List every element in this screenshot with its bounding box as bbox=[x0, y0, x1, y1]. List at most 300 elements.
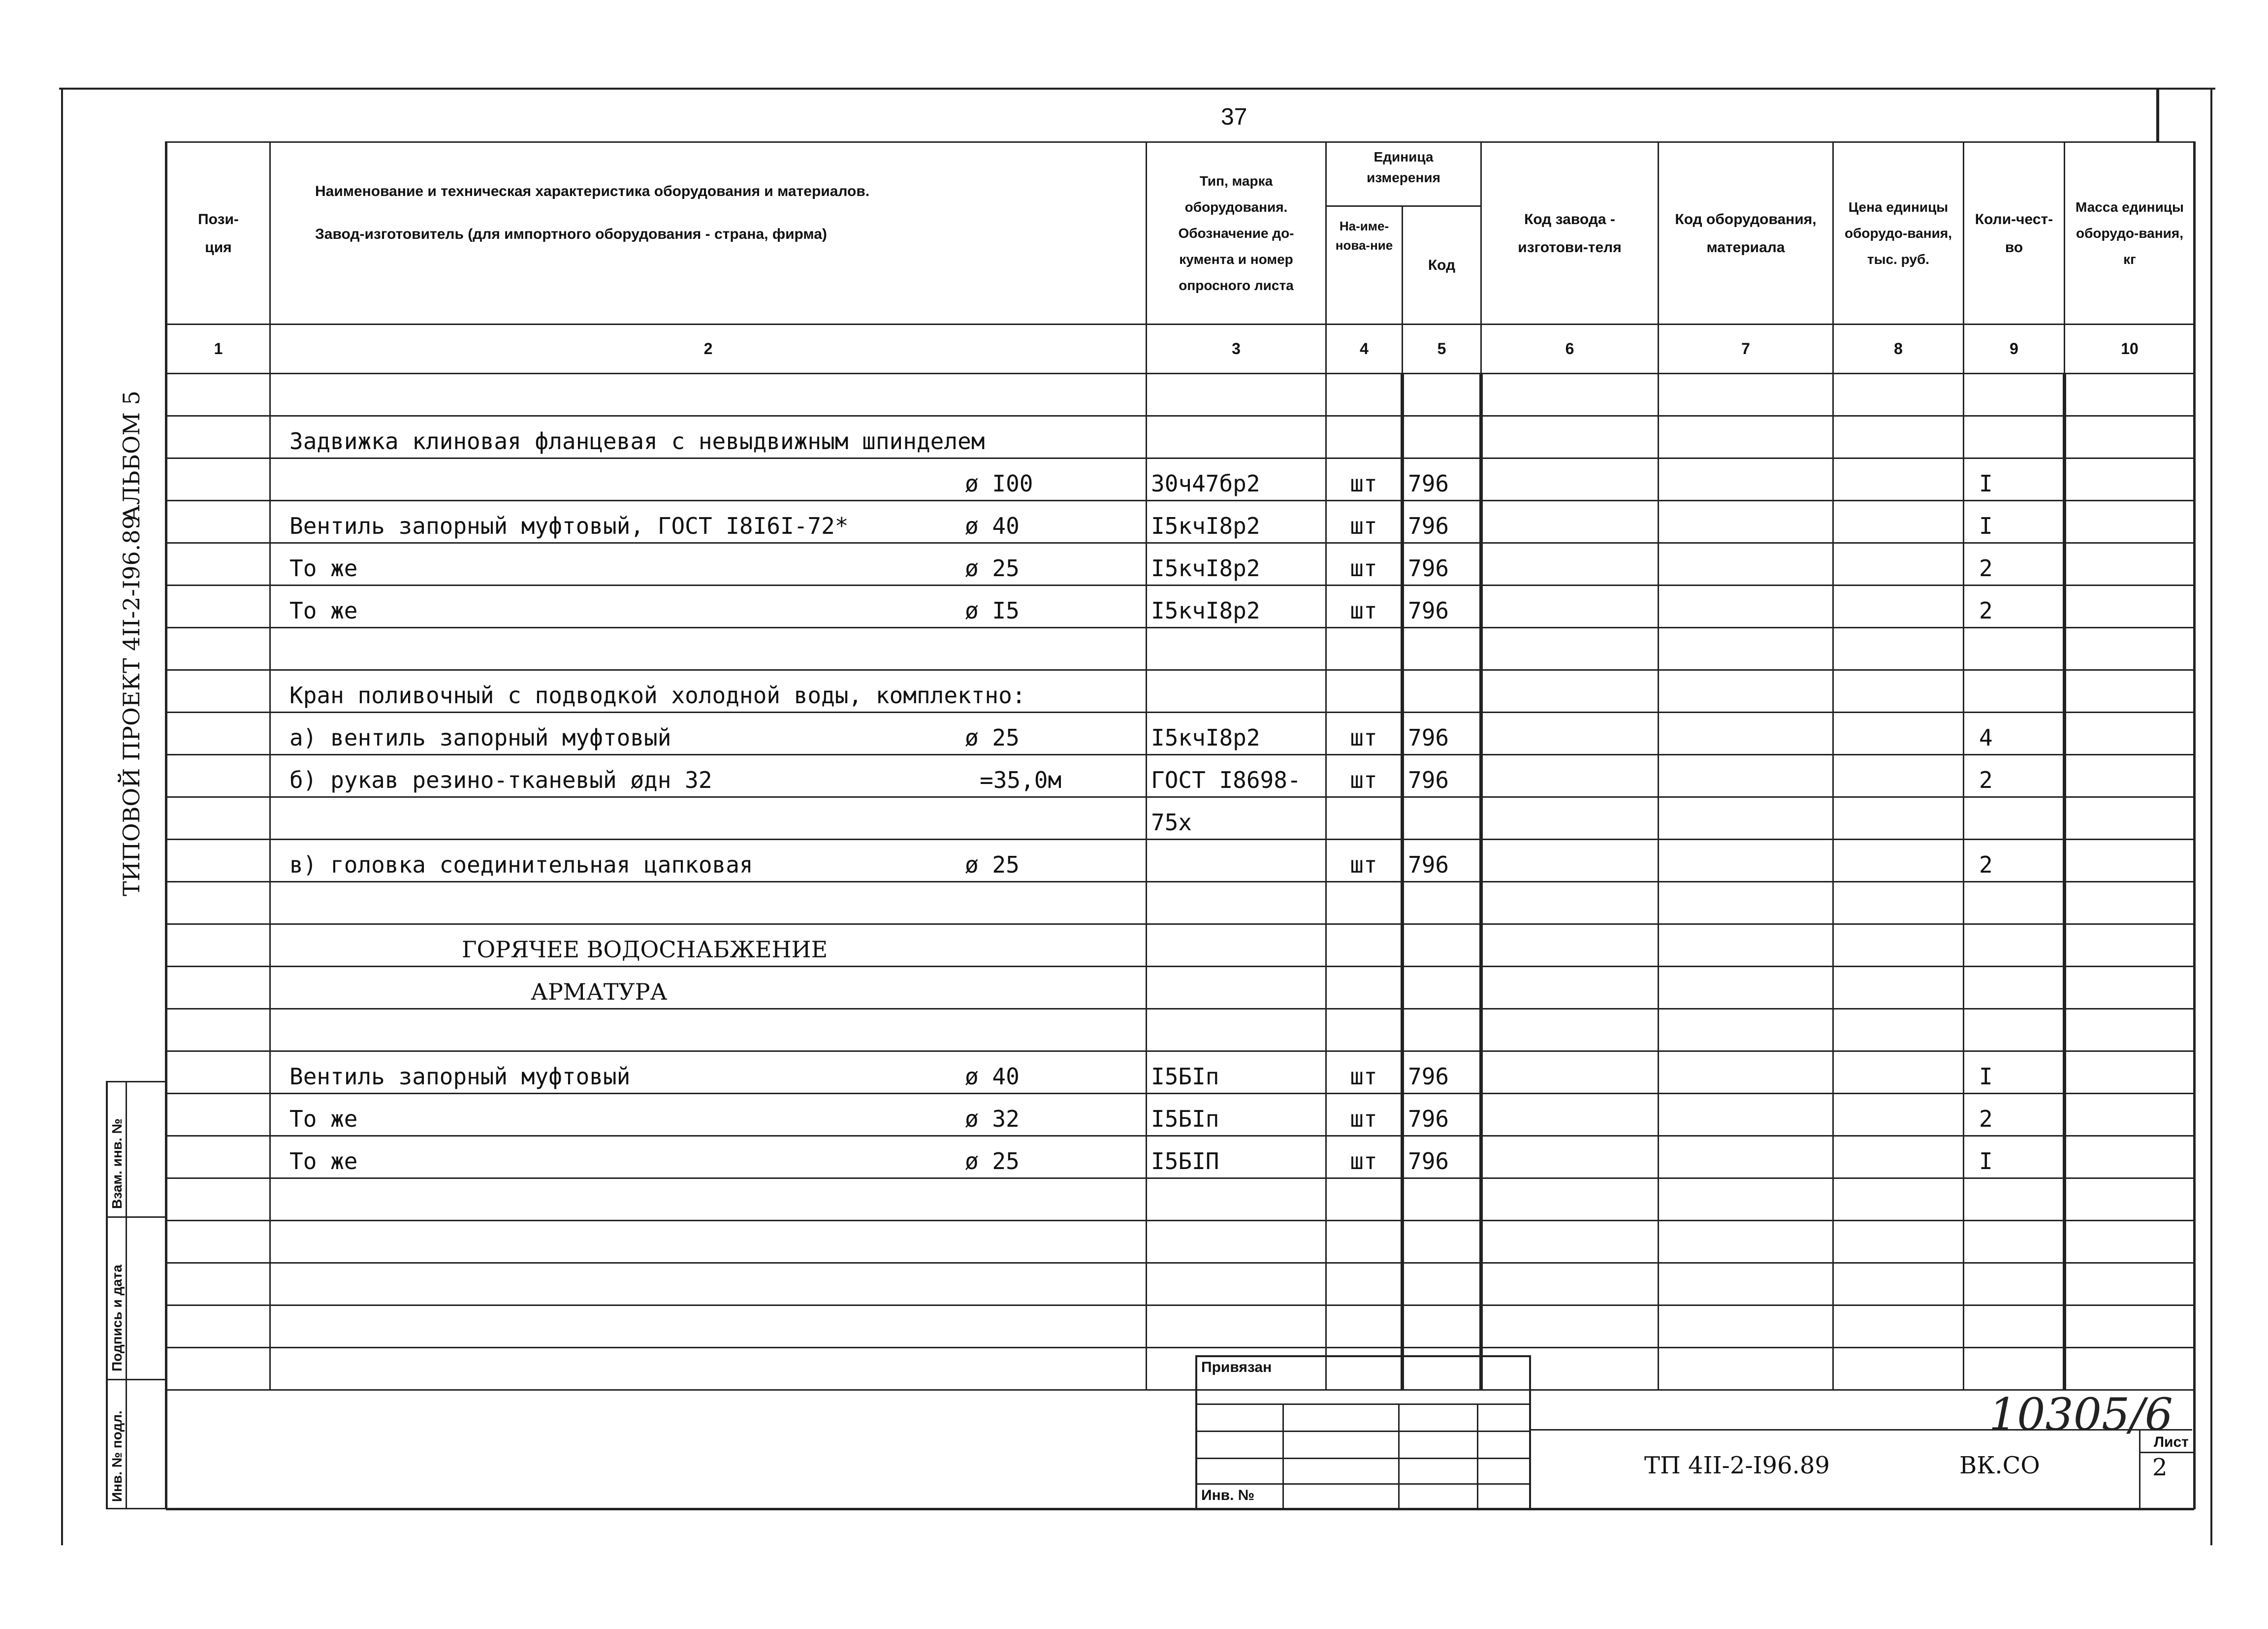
cell-equipment-code bbox=[1659, 1305, 1833, 1348]
cell-name bbox=[270, 882, 1147, 924]
item-diameter: ø 25 bbox=[965, 1148, 1020, 1174]
cell-name bbox=[270, 501, 1147, 543]
cell-factory-code bbox=[1481, 1178, 1659, 1221]
item-name: б) рукав резино-тканевый øдн 32 bbox=[289, 767, 712, 793]
table-row bbox=[167, 755, 2195, 797]
cell-unit-code bbox=[1403, 1263, 1481, 1305]
header-factory-code: Код завода - изготови-теля bbox=[1481, 142, 1659, 325]
cell-mass bbox=[2065, 1009, 2195, 1051]
cell-position bbox=[167, 924, 270, 967]
cell-name bbox=[270, 713, 1147, 755]
cell-unit-name bbox=[1326, 374, 1403, 416]
cell-price bbox=[1833, 1178, 1964, 1221]
item-diameter: ø 40 bbox=[965, 1063, 1020, 1090]
cell-unit-code: 796 bbox=[1403, 586, 1481, 628]
item-name: То же bbox=[289, 1148, 358, 1174]
sheet-label: Лист bbox=[2154, 1434, 2189, 1450]
header-name: Наименование и техническая характеристика оборудования и материалов. Завод-изготовитель (для импортного оборудования - страна, фирма) bbox=[270, 142, 1147, 325]
stamp-podpis: Подпись и дата bbox=[109, 1265, 125, 1371]
cell-position bbox=[167, 840, 270, 882]
item-name: а) вентиль запорный муфтовый bbox=[289, 724, 671, 751]
cell-name bbox=[270, 543, 1147, 586]
cell-unit-code bbox=[1403, 1221, 1481, 1263]
table-row bbox=[167, 628, 2195, 670]
cell-quantity bbox=[1964, 1348, 2065, 1390]
cell-price bbox=[1833, 1305, 1964, 1348]
cell-unit-code bbox=[1403, 1178, 1481, 1221]
cell-position bbox=[167, 1348, 270, 1390]
cell-price bbox=[1833, 416, 1964, 458]
col-number-10: 10 bbox=[2065, 325, 2195, 374]
cell-name bbox=[270, 1051, 1147, 1094]
cell-price bbox=[1833, 1348, 1964, 1390]
cell-price bbox=[1833, 797, 1964, 840]
header-type: Тип, марка оборудования. Обозначение до-кумента и номер опросного листа bbox=[1147, 142, 1326, 325]
cell-type bbox=[1147, 840, 1326, 882]
table-row bbox=[167, 924, 2195, 967]
cell-factory-code bbox=[1481, 628, 1659, 670]
cell-quantity bbox=[1964, 670, 2065, 713]
table-row bbox=[167, 1136, 2195, 1178]
cell-mass bbox=[2065, 797, 2195, 840]
cell-name bbox=[270, 1009, 1147, 1051]
cell-equipment-code bbox=[1659, 967, 1833, 1009]
tb-box-left bbox=[1195, 1355, 1197, 1510]
cell-unit-code: 796 bbox=[1403, 1051, 1481, 1094]
cell-factory-code bbox=[1481, 1094, 1659, 1136]
cell-factory-code bbox=[1481, 713, 1659, 755]
cell-equipment-code bbox=[1659, 797, 1833, 840]
cell-position bbox=[167, 1094, 270, 1136]
cell-mass bbox=[2065, 670, 2195, 713]
cell-position bbox=[167, 1178, 270, 1221]
cell-equipment-code bbox=[1659, 586, 1833, 628]
cell-factory-code bbox=[1481, 1136, 1659, 1178]
stamp-inv-podl: Инв. № подл. bbox=[109, 1410, 125, 1502]
cell-unit-code: 796 bbox=[1403, 543, 1481, 586]
stamp-div1 bbox=[106, 1216, 166, 1218]
item-name: Задвижка клиновая фланцевая с невыдвижным шпинделем bbox=[289, 428, 985, 455]
item-name: То же bbox=[289, 1106, 358, 1132]
cell-quantity bbox=[1964, 1263, 2065, 1305]
specification-table bbox=[166, 141, 2196, 1391]
cell-name bbox=[270, 458, 1147, 501]
cell-position bbox=[167, 543, 270, 586]
cell-factory-code bbox=[1481, 1305, 1659, 1348]
cell-quantity: 2 bbox=[1964, 1094, 2065, 1136]
cell-factory-code bbox=[1481, 1051, 1659, 1094]
cell-position bbox=[167, 1009, 270, 1051]
cell-unit-name: шт bbox=[1326, 543, 1403, 586]
tb-sheet-box-left bbox=[2139, 1431, 2140, 1509]
cell-unit-code: 796 bbox=[1403, 1136, 1481, 1178]
handwritten-number: 10305/6 bbox=[1989, 1389, 2173, 1440]
cell-position bbox=[167, 1263, 270, 1305]
header-mass: Масса единицы оборудо-вания, кг bbox=[2065, 142, 2195, 325]
cell-mass bbox=[2065, 628, 2195, 670]
item-diameter: ø I00 bbox=[965, 470, 1033, 497]
cell-unit-name bbox=[1326, 1348, 1403, 1390]
cell-equipment-code bbox=[1659, 670, 1833, 713]
cell-type: I5кчI8р2 bbox=[1147, 713, 1326, 755]
stamp-vzam: Взам. инв. № bbox=[109, 1118, 125, 1209]
table-row bbox=[167, 882, 2195, 924]
cell-unit-code bbox=[1403, 924, 1481, 967]
cell-unit-name bbox=[1326, 882, 1403, 924]
cell-mass bbox=[2065, 924, 2195, 967]
cell-type bbox=[1147, 967, 1326, 1009]
col-number-8: 8 bbox=[1833, 325, 1964, 374]
frame-right-tick bbox=[2156, 88, 2159, 142]
cell-position bbox=[167, 670, 270, 713]
cell-name bbox=[270, 416, 1147, 458]
cell-unit-code bbox=[1403, 967, 1481, 1009]
item-diameter: ø 25 bbox=[965, 851, 1020, 878]
cell-unit-name bbox=[1326, 416, 1403, 458]
cell-mass bbox=[2065, 458, 2195, 501]
cell-type bbox=[1147, 1263, 1326, 1305]
item-name: Кран поливочный с подводкой холодной воды, комплектно: bbox=[289, 682, 1026, 709]
cell-position bbox=[167, 967, 270, 1009]
cell-factory-code bbox=[1481, 1009, 1659, 1051]
cell-type bbox=[1147, 628, 1326, 670]
cell-type: I5БIп bbox=[1147, 1094, 1326, 1136]
table-row bbox=[167, 416, 2195, 458]
table-row bbox=[167, 543, 2195, 586]
cell-factory-code bbox=[1481, 543, 1659, 586]
cell-type bbox=[1147, 924, 1326, 967]
cell-unit-code bbox=[1403, 628, 1481, 670]
cell-factory-code bbox=[1481, 416, 1659, 458]
header-unit-name: На-име-нова-ние bbox=[1327, 207, 1403, 324]
cell-position bbox=[167, 458, 270, 501]
frame-right bbox=[2210, 88, 2212, 1545]
cell-unit-name: шт bbox=[1326, 840, 1403, 882]
item-name: ГОРЯЧЕЕ ВОДОСНАБЖЕНИЕ bbox=[462, 936, 828, 963]
inv-number-label: Инв. № bbox=[1201, 1487, 1255, 1503]
cell-type: I5кчI8р2 bbox=[1147, 543, 1326, 586]
cell-price bbox=[1833, 628, 1964, 670]
cell-position bbox=[167, 586, 270, 628]
cell-equipment-code bbox=[1659, 755, 1833, 797]
cell-name bbox=[270, 797, 1147, 840]
cell-unit-code bbox=[1403, 670, 1481, 713]
header-equipment-code: Код оборудования, материала bbox=[1659, 142, 1833, 325]
cell-equipment-code bbox=[1659, 1348, 1833, 1390]
cell-equipment-code bbox=[1659, 1221, 1833, 1263]
cell-factory-code bbox=[1481, 924, 1659, 967]
cell-price bbox=[1833, 882, 1964, 924]
cell-equipment-code bbox=[1659, 628, 1833, 670]
cell-price bbox=[1833, 543, 1964, 586]
cell-unit-name: шт bbox=[1326, 501, 1403, 543]
cell-mass bbox=[2065, 1348, 2195, 1390]
cell-name bbox=[270, 586, 1147, 628]
cell-mass bbox=[2065, 416, 2195, 458]
cell-unit-code bbox=[1403, 374, 1481, 416]
cell-equipment-code bbox=[1659, 501, 1833, 543]
cell-equipment-code bbox=[1659, 1263, 1833, 1305]
cell-quantity bbox=[1964, 416, 2065, 458]
cell-name bbox=[270, 1178, 1147, 1221]
cell-mass bbox=[2065, 882, 2195, 924]
table-row bbox=[167, 670, 2195, 713]
project-label: ТИПОВОЙ ПРОЕКТ 4II-2-I96.89 bbox=[118, 515, 145, 896]
table-row bbox=[167, 713, 2195, 755]
col-number-6: 6 bbox=[1481, 325, 1659, 374]
cell-factory-code bbox=[1481, 1221, 1659, 1263]
cell-equipment-code bbox=[1659, 543, 1833, 586]
cell-unit-code: 796 bbox=[1403, 713, 1481, 755]
item-diameter: =35,0м bbox=[980, 767, 1062, 793]
cell-quantity bbox=[1964, 1305, 2065, 1348]
cell-name bbox=[270, 1094, 1147, 1136]
document-code: ТП 4II-2-I96.89 bbox=[1644, 1452, 1830, 1479]
table-row bbox=[167, 967, 2195, 1009]
cell-quantity: 2 bbox=[1964, 755, 2065, 797]
cell-quantity bbox=[1964, 628, 2065, 670]
cell-unit-code: 796 bbox=[1403, 501, 1481, 543]
cell-factory-code bbox=[1481, 458, 1659, 501]
stamp-col-bottom bbox=[106, 1508, 166, 1509]
table-row bbox=[167, 797, 2195, 840]
side-album-title bbox=[118, 391, 148, 522]
cell-factory-code bbox=[1481, 501, 1659, 543]
cell-position bbox=[167, 797, 270, 840]
cell-unit-code: 796 bbox=[1403, 755, 1481, 797]
cell-quantity bbox=[1964, 882, 2065, 924]
cell-mass bbox=[2065, 586, 2195, 628]
cell-mass bbox=[2065, 1178, 2195, 1221]
cell-mass bbox=[2065, 1051, 2195, 1094]
cell-price bbox=[1833, 458, 1964, 501]
cell-mass bbox=[2065, 501, 2195, 543]
cell-price bbox=[1833, 374, 1964, 416]
tb-box-right bbox=[1529, 1355, 1531, 1510]
cell-type bbox=[1147, 670, 1326, 713]
table-row bbox=[167, 1051, 2195, 1094]
tb-v3 bbox=[1477, 1403, 1478, 1509]
cell-price bbox=[1833, 1009, 1964, 1051]
table-row bbox=[167, 1263, 2195, 1305]
table-row bbox=[167, 374, 2195, 416]
cell-type: I5БIП bbox=[1147, 1136, 1326, 1178]
cell-factory-code bbox=[1481, 374, 1659, 416]
tb-row2 bbox=[1195, 1431, 1531, 1432]
tb-row1 bbox=[1195, 1403, 1531, 1405]
cell-name bbox=[270, 670, 1147, 713]
cell-position bbox=[167, 1305, 270, 1348]
tb-box-top bbox=[1195, 1355, 1531, 1357]
cell-quantity bbox=[1964, 374, 2065, 416]
cell-name bbox=[270, 1263, 1147, 1305]
cell-position bbox=[167, 628, 270, 670]
cell-unit-code: 796 bbox=[1403, 840, 1481, 882]
cell-quantity bbox=[1964, 797, 2065, 840]
cell-equipment-code bbox=[1659, 840, 1833, 882]
item-name: Вентиль запорный муфтовый bbox=[289, 1063, 631, 1090]
col-number-9: 9 bbox=[1964, 325, 2065, 374]
cell-unit-name bbox=[1326, 628, 1403, 670]
cell-type: I5кчI8р2 bbox=[1147, 586, 1326, 628]
table-row bbox=[167, 1221, 2195, 1263]
album-label: АЛЬБОМ 5 bbox=[118, 391, 145, 522]
item-name: То же bbox=[289, 555, 358, 582]
side-project-title bbox=[118, 515, 148, 1290]
cell-unit-name bbox=[1326, 1305, 1403, 1348]
cell-equipment-code bbox=[1659, 416, 1833, 458]
cell-price bbox=[1833, 501, 1964, 543]
cell-quantity: 2 bbox=[1964, 840, 2065, 882]
cell-mass bbox=[2065, 1263, 2195, 1305]
cell-equipment-code bbox=[1659, 713, 1833, 755]
cell-factory-code bbox=[1481, 840, 1659, 882]
cell-name bbox=[270, 1221, 1147, 1263]
table-row bbox=[167, 840, 2195, 882]
cell-mass bbox=[2065, 840, 2195, 882]
cell-name bbox=[270, 967, 1147, 1009]
header-price: Цена единицы оборудо-вания, тыс. руб. bbox=[1833, 142, 1964, 325]
cell-name bbox=[270, 1348, 1147, 1390]
col-number-2: 2 bbox=[270, 325, 1147, 374]
cell-mass bbox=[2065, 543, 2195, 586]
cell-unit-name: шт bbox=[1326, 1136, 1403, 1178]
cell-mass bbox=[2065, 1136, 2195, 1178]
cell-quantity: 2 bbox=[1964, 543, 2065, 586]
cell-equipment-code bbox=[1659, 458, 1833, 501]
stamp-col-left bbox=[106, 1081, 108, 1509]
cell-position bbox=[167, 882, 270, 924]
cell-mass bbox=[2065, 1305, 2195, 1348]
cell-factory-code bbox=[1481, 1263, 1659, 1305]
cell-type: ГОСТ I8698- bbox=[1147, 755, 1326, 797]
cell-quantity: 2 bbox=[1964, 586, 2065, 628]
table-row bbox=[167, 1009, 2195, 1051]
cell-price bbox=[1833, 924, 1964, 967]
cell-unit-name: шт bbox=[1326, 1051, 1403, 1094]
item-diameter: ø 25 bbox=[965, 555, 1020, 582]
cell-equipment-code bbox=[1659, 1009, 1833, 1051]
header-quantity: Коли-чест-во bbox=[1964, 142, 2065, 325]
item-diameter: ø 32 bbox=[965, 1106, 1020, 1132]
item-name: Вентиль запорный муфтовый, ГОСТ I8I6I-72* bbox=[289, 513, 849, 539]
cell-equipment-code bbox=[1659, 924, 1833, 967]
cell-unit-code bbox=[1403, 1305, 1481, 1348]
item-name: АРМАТУРА bbox=[531, 978, 668, 1005]
frame-top bbox=[59, 88, 2215, 90]
cell-quantity: 4 bbox=[1964, 713, 2065, 755]
cell-name bbox=[270, 840, 1147, 882]
page-number: 37 bbox=[1221, 104, 1247, 130]
cell-unit-code bbox=[1403, 416, 1481, 458]
tb-v2 bbox=[1398, 1403, 1400, 1509]
table-row bbox=[167, 458, 2195, 501]
header-unit-code: Код bbox=[1428, 257, 1456, 273]
cell-unit-code bbox=[1403, 1348, 1481, 1390]
cell-unit-name bbox=[1326, 924, 1403, 967]
table-body bbox=[167, 374, 2195, 1390]
cell-unit-name bbox=[1326, 1221, 1403, 1263]
stamp-col-mid bbox=[126, 1081, 127, 1509]
cell-factory-code bbox=[1481, 797, 1659, 840]
header-unit: Единица измерения На-име-нова-ние Код bbox=[1326, 142, 1481, 325]
cell-position bbox=[167, 416, 270, 458]
frame-left bbox=[61, 88, 63, 1545]
cell-unit-code bbox=[1403, 797, 1481, 840]
cell-price bbox=[1833, 586, 1964, 628]
cell-price bbox=[1833, 755, 1964, 797]
cell-type bbox=[1147, 1305, 1326, 1348]
table-row bbox=[167, 1305, 2195, 1348]
cell-price bbox=[1833, 840, 1964, 882]
cell-position bbox=[167, 755, 270, 797]
cell-position bbox=[167, 713, 270, 755]
table-row bbox=[167, 1178, 2195, 1221]
cell-unit-code: 796 bbox=[1403, 458, 1481, 501]
cell-type: I5БIп bbox=[1147, 1051, 1326, 1094]
cell-quantity: I bbox=[1964, 501, 2065, 543]
cell-price bbox=[1833, 1221, 1964, 1263]
cell-name bbox=[270, 1136, 1147, 1178]
privyazan-label: Привязан bbox=[1201, 1359, 1272, 1375]
cell-quantity bbox=[1964, 924, 2065, 967]
cell-factory-code bbox=[1481, 755, 1659, 797]
col-number-7: 7 bbox=[1659, 325, 1833, 374]
cell-unit-code: 796 bbox=[1403, 1094, 1481, 1136]
cell-name bbox=[270, 924, 1147, 967]
tb-sheet-divider bbox=[2139, 1452, 2193, 1453]
cell-quantity bbox=[1964, 1178, 2065, 1221]
cell-price bbox=[1833, 1136, 1964, 1178]
cell-equipment-code bbox=[1659, 1094, 1833, 1136]
cell-unit-name bbox=[1326, 797, 1403, 840]
cell-quantity bbox=[1964, 1221, 2065, 1263]
frame-bottom bbox=[166, 1508, 2194, 1510]
col-number-4: 4 bbox=[1326, 325, 1403, 374]
cell-position bbox=[167, 1136, 270, 1178]
stamp-col-top bbox=[106, 1081, 166, 1082]
cell-mass bbox=[2065, 967, 2195, 1009]
cell-factory-code bbox=[1481, 1348, 1659, 1390]
cell-mass bbox=[2065, 755, 2195, 797]
cell-type: 30ч47бр2 bbox=[1147, 458, 1326, 501]
cell-price bbox=[1833, 1051, 1964, 1094]
cell-unit-name bbox=[1326, 1009, 1403, 1051]
item-name: в) головка соединительная цапковая bbox=[289, 851, 753, 878]
item-diameter: ø 25 bbox=[965, 724, 1020, 751]
cell-quantity bbox=[1964, 1009, 2065, 1051]
cell-position bbox=[167, 1051, 270, 1094]
cell-unit-name bbox=[1326, 1178, 1403, 1221]
cell-unit-name bbox=[1326, 967, 1403, 1009]
cell-position bbox=[167, 374, 270, 416]
cell-position bbox=[167, 1221, 270, 1263]
sheet-number: 2 bbox=[2152, 1454, 2168, 1481]
cell-type bbox=[1147, 374, 1326, 416]
cell-type bbox=[1147, 416, 1326, 458]
cell-equipment-code bbox=[1659, 1178, 1833, 1221]
cell-price bbox=[1833, 713, 1964, 755]
col-number-1: 1 bbox=[167, 325, 270, 374]
cell-unit-name: шт bbox=[1326, 1094, 1403, 1136]
stamp-div2 bbox=[106, 1379, 166, 1380]
cell-equipment-code bbox=[1659, 374, 1833, 416]
cell-quantity: I bbox=[1964, 1136, 2065, 1178]
cell-mass bbox=[2065, 374, 2195, 416]
cell-unit-code bbox=[1403, 882, 1481, 924]
table-row bbox=[167, 586, 2195, 628]
table-row bbox=[167, 1348, 2195, 1390]
